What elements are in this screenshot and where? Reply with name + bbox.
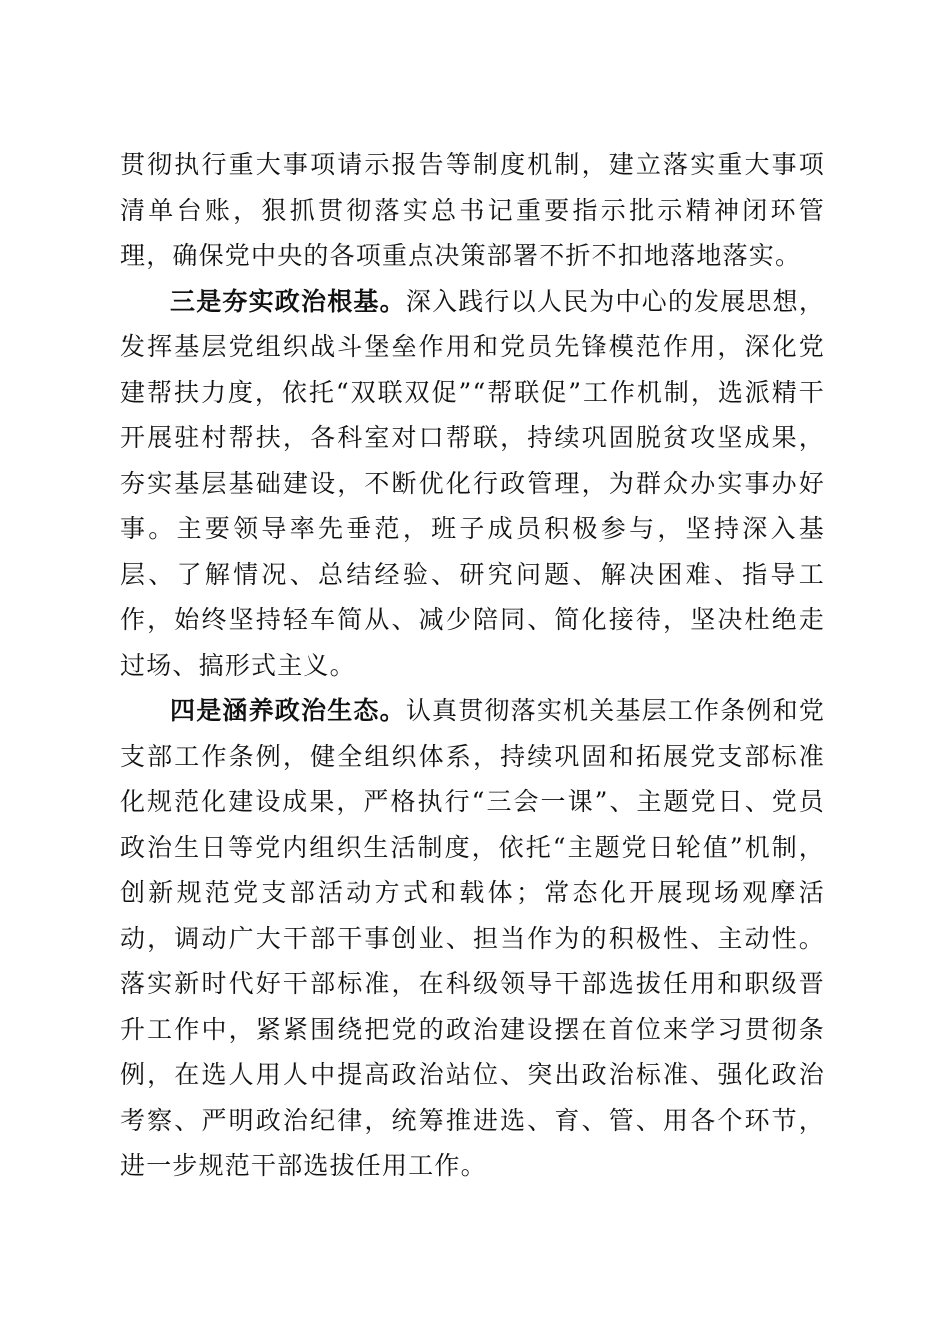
document-body bbox=[120, 142, 825, 1189]
paragraph-text: 深入践行以人民为中心的发展思想，发挥基层党组织战斗堡垒作用和党员先锋模范作用，深化党建帮扶力度，依托“双联双促”“帮联促”工作机制，选派精干开展驻村帮扶，各科室对口帮联，持续巩固脱贫攻坚成果，夯实基层基础建设，不断优化行政管理，为群众办实事办好事。主要领导率先垂范，班子成员积极参与，坚持深入基层、了解情况、总结经验、研究问题、解决困难、指导工作，始终坚持轻车简从、减少陪同、简化接待，坚决杜绝走过场、搞形式主义。 bbox=[120, 286, 826, 680]
paragraph-heading: 三是夯实政治根基。 bbox=[170, 286, 406, 316]
paragraph-political-foundation bbox=[120, 279, 825, 689]
paragraph-text: 认真贯彻落实机关基层工作条例和党支部工作条例，健全组织体系，持续巩固和拓展党支部标准化规范化建设成果，严格执行“三会一课”、主题党日、党员政治生日等党内组织生活制度，依托“主题党日轮值”机制，创新规范党支部活动方式和载体；常态化开展现场观摩活动，调动广大干部干事创业、担当作为的积极性、主动性。落实新时代好干部标准，在科级领导干部选拔任用和职级晋升工作中，紧紧围绕把党的政治建设摆在首位来学习贯彻条例，在选人用人中提高政治站位、突出政治标准、强化政治考察、严明政治纪律，统筹推进选、育、管、用各个环节，进一步规范干部选拔任用工作。 bbox=[120, 696, 826, 1180]
paragraph-text: 贯彻执行重大事项请示报告等制度机制，建立落实重大事项清单台账，狠抓贯彻落实总书记重要指示批示精神闭环管理，确保党中央的各项重点决策部署不折不扣地落地落实。 bbox=[120, 150, 825, 270]
paragraph-heading: 四是涵养政治生态。 bbox=[170, 696, 406, 725]
paragraph-political-ecology bbox=[120, 688, 825, 1189]
paragraph-continuation bbox=[120, 142, 825, 279]
